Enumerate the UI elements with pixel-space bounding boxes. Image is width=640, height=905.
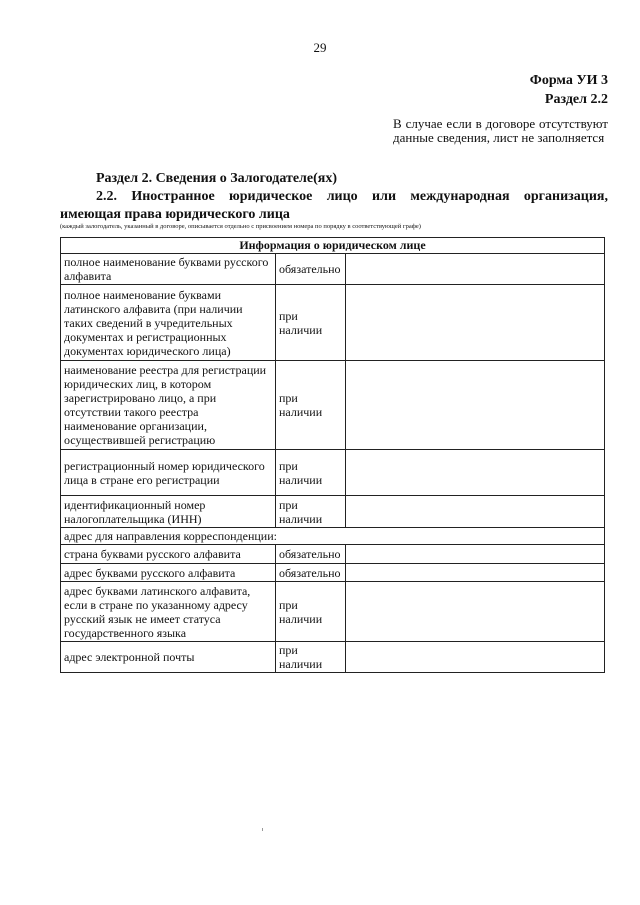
row-label: адрес электронной почты — [61, 642, 276, 673]
row-requirement: при наличии — [276, 285, 346, 361]
address-header: адрес для направления корреспонденции: — [61, 528, 605, 545]
row-value-field[interactable] — [346, 496, 605, 528]
row-requirement: при наличии — [276, 496, 346, 528]
instruction-hint: (каждый залогодатель, указанный в договоре, описывается отдельно с присвоением номера по порядку в соответствующей графе) — [60, 223, 421, 230]
row-requirement: обязательно — [276, 564, 346, 582]
subsection-title-line2: имеющая права юридического лица — [60, 207, 290, 222]
scan-artifact — [262, 828, 263, 831]
row-value-field[interactable] — [346, 545, 605, 564]
row-value-field[interactable] — [346, 285, 605, 361]
row-requirement: обязательно — [276, 545, 346, 564]
row-requirement: при наличии — [276, 642, 346, 673]
table-row — [61, 450, 605, 496]
row-label: полное наименование буквами русского алфавита — [61, 254, 276, 285]
row-label: адрес буквами русского алфавита — [61, 564, 276, 582]
table-row — [61, 361, 605, 450]
table-row — [61, 285, 605, 361]
form-identifier — [530, 71, 608, 109]
row-value-field[interactable] — [346, 361, 605, 450]
row-label: регистрационный номер юридического лица в стране его регистрации — [61, 450, 276, 496]
table-row — [61, 582, 605, 642]
fill-note: В случае если в договоре отсутствуют данные сведения, лист не заполняется — [393, 116, 608, 145]
table-row — [61, 545, 605, 564]
form-section: Раздел 2.2 — [544, 92, 608, 107]
row-value-field[interactable] — [346, 254, 605, 285]
table-row — [61, 496, 605, 528]
row-label: страна буквами русского алфавита — [61, 545, 276, 564]
section-title: Раздел 2. Сведения о Залогодателе(ях) — [96, 171, 338, 186]
row-value-field[interactable] — [346, 642, 605, 673]
row-value-field[interactable] — [346, 582, 605, 642]
row-requirement: при наличии — [276, 582, 346, 642]
row-value-field[interactable] — [346, 450, 605, 496]
row-label: наименование реестра для регистрации юридических лиц, в котором зарегистрировано лицо, а при отсутствии такого реестра наименование организации, осуществившей регистрацию — [61, 361, 276, 450]
table-row — [61, 642, 605, 673]
row-requirement: при наличии — [276, 450, 346, 496]
row-requirement: обязательно — [276, 254, 346, 285]
subsection-title-line1: 2.2. Иностранное юридическое лицо или международная организация, — [96, 189, 608, 204]
form-name: Форма УИ 3 — [529, 73, 608, 88]
table-row — [61, 564, 605, 582]
row-value-field[interactable] — [346, 564, 605, 582]
table-header-row — [61, 238, 605, 254]
table-row — [61, 254, 605, 285]
row-requirement: при наличии — [276, 361, 346, 450]
address-header-row — [61, 528, 605, 545]
row-label: полное наименование буквами латинского алфавита (при наличии таких сведений в учредительных документах и регистрационных документах юридического лица) — [61, 285, 276, 361]
table-header: Информация о юридическом лице — [61, 238, 605, 254]
page-number: 29 — [313, 40, 327, 55]
subsection-title — [60, 188, 608, 224]
row-label: адрес буквами латинского алфавита, если в стране по указанному адресу русский язык не имеет статуса государственного языка — [61, 582, 276, 642]
row-label: идентификационный номер налогоплательщика (ИНН) — [61, 496, 276, 528]
legal-entity-info-table — [60, 237, 605, 673]
